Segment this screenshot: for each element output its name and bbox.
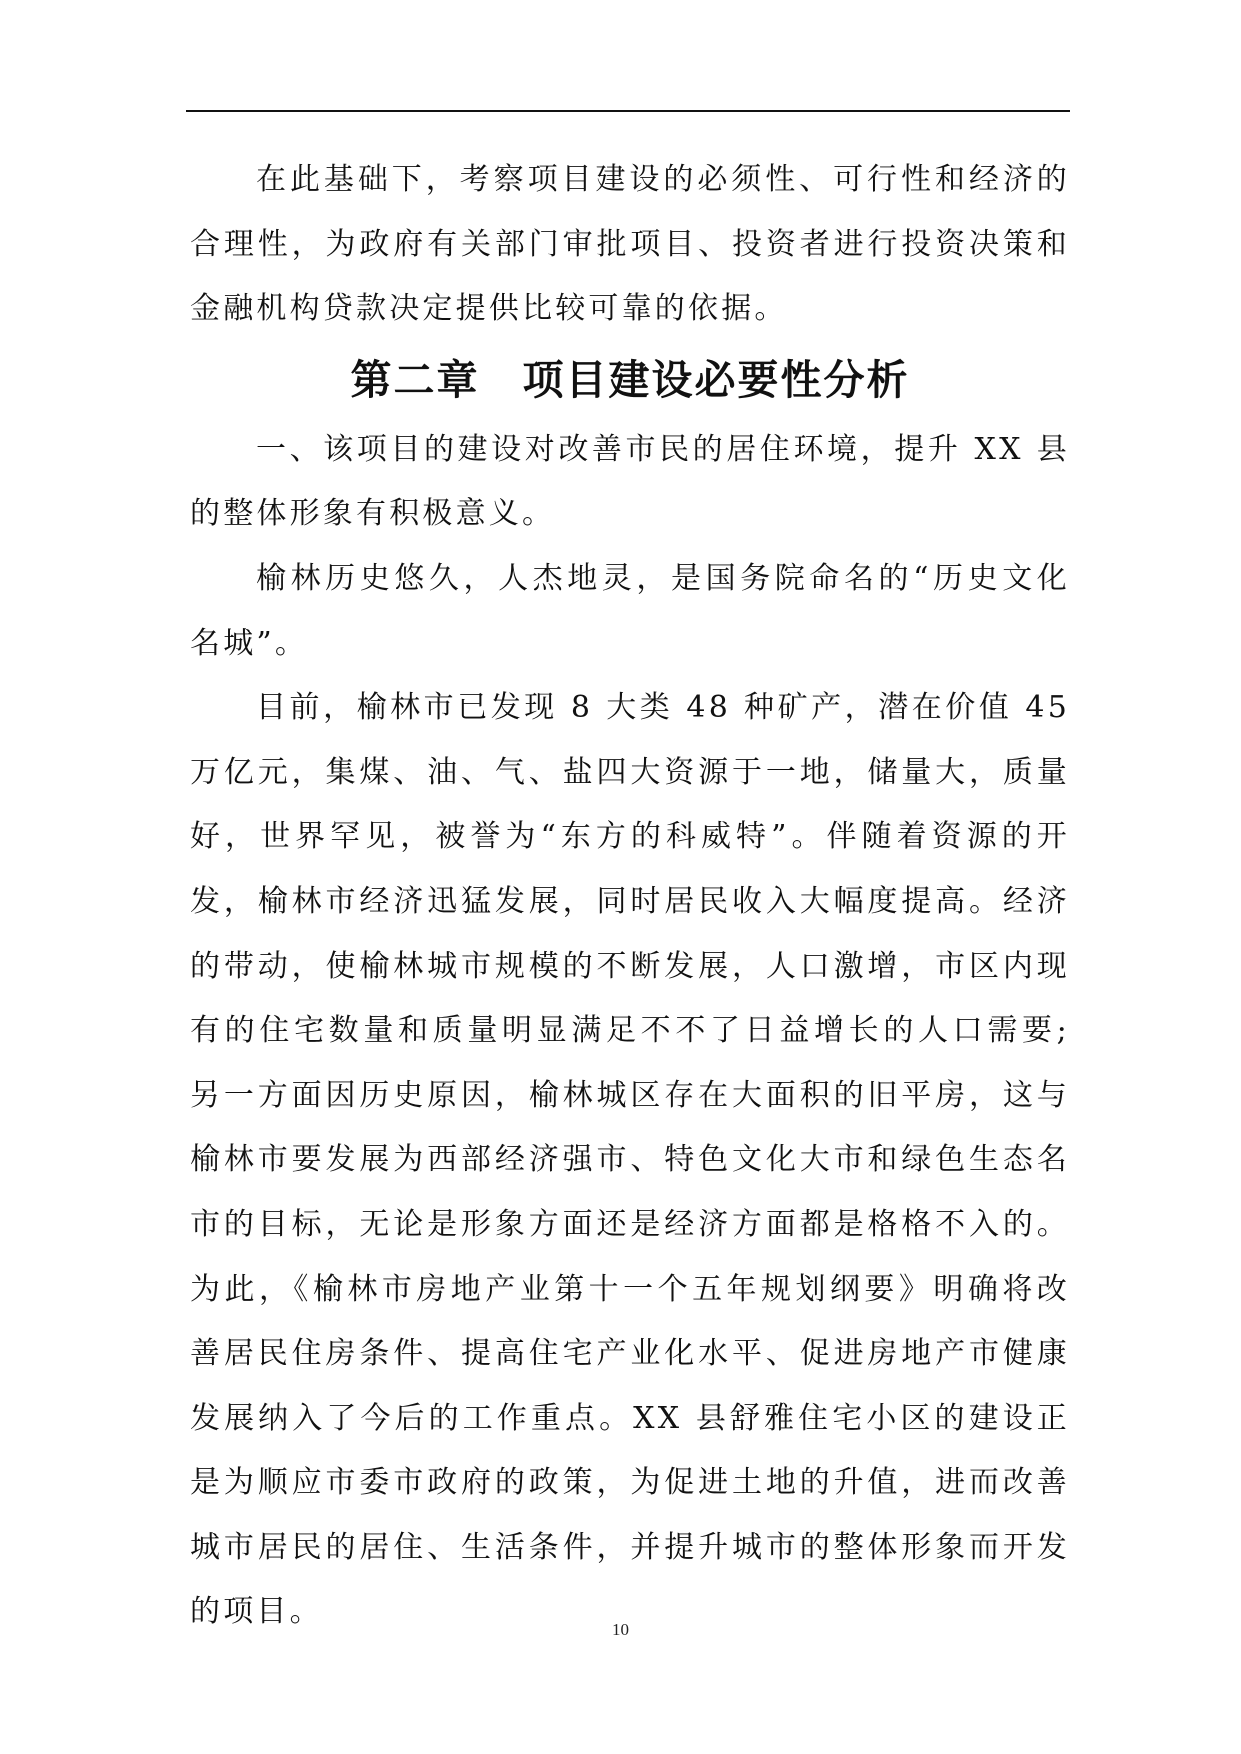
header-rule	[186, 110, 1070, 112]
chapter-title: 第二章 项目建设必要性分析	[350, 355, 910, 404]
body-paragraph: 榆林历史悠久，人杰地灵，是国务院命名的“历史文化名城”。	[190, 560, 1070, 661]
page-number: 10	[612, 1620, 629, 1639]
section-heading: 一、该项目的建设对改善市民的居住环境，提升 XX 县的整体形象有积极意义。	[190, 431, 1070, 532]
page-body	[190, 148, 1070, 1645]
intro-paragraph: 在此基础下，考察项目建设的必须性、可行性和经济的合理性，为政府有关部门审批项目、投资者进行投资决策和金融机构贷款决定提供比较可靠的依据。	[190, 162, 1070, 327]
body-paragraph: 目前，榆林市已发现 8 大类 48 种矿产，潜在价值 45 万亿元，集煤、油、气、盐四大资源于一地，储量大，质量好，世界罕见，被誉为“东方的科威特”。伴随着资源的开发，榆林市经济迅猛发展，同时居民收入大幅度提高。经济的带动，使榆林城市规模的不断发展，人口激增，市区内现有的住宅数量和质量明显满足不不了日益增长的人口需要; 另一方面因历史原因，榆林城区存在大面积的旧平房，这与榆林市要发展为西部经济强市、特色文化大市和绿色生态名市的目标，无论是形象方面还是经济方面都是格格不入的。为此，《榆林市房地产业第十一个五年规划纲要》明确将改善居民住房条件、提高住宅产业化水平、促进房地产市健康发展纳入了今后的工作重点。XX 县舒雅住宅小区的建设正是为顺应市委市政府的政策，为促进土地的升值，进而改善城市居民的居住、生活条件，并提升城市的整体形象而开发的项目。	[190, 690, 1070, 1630]
